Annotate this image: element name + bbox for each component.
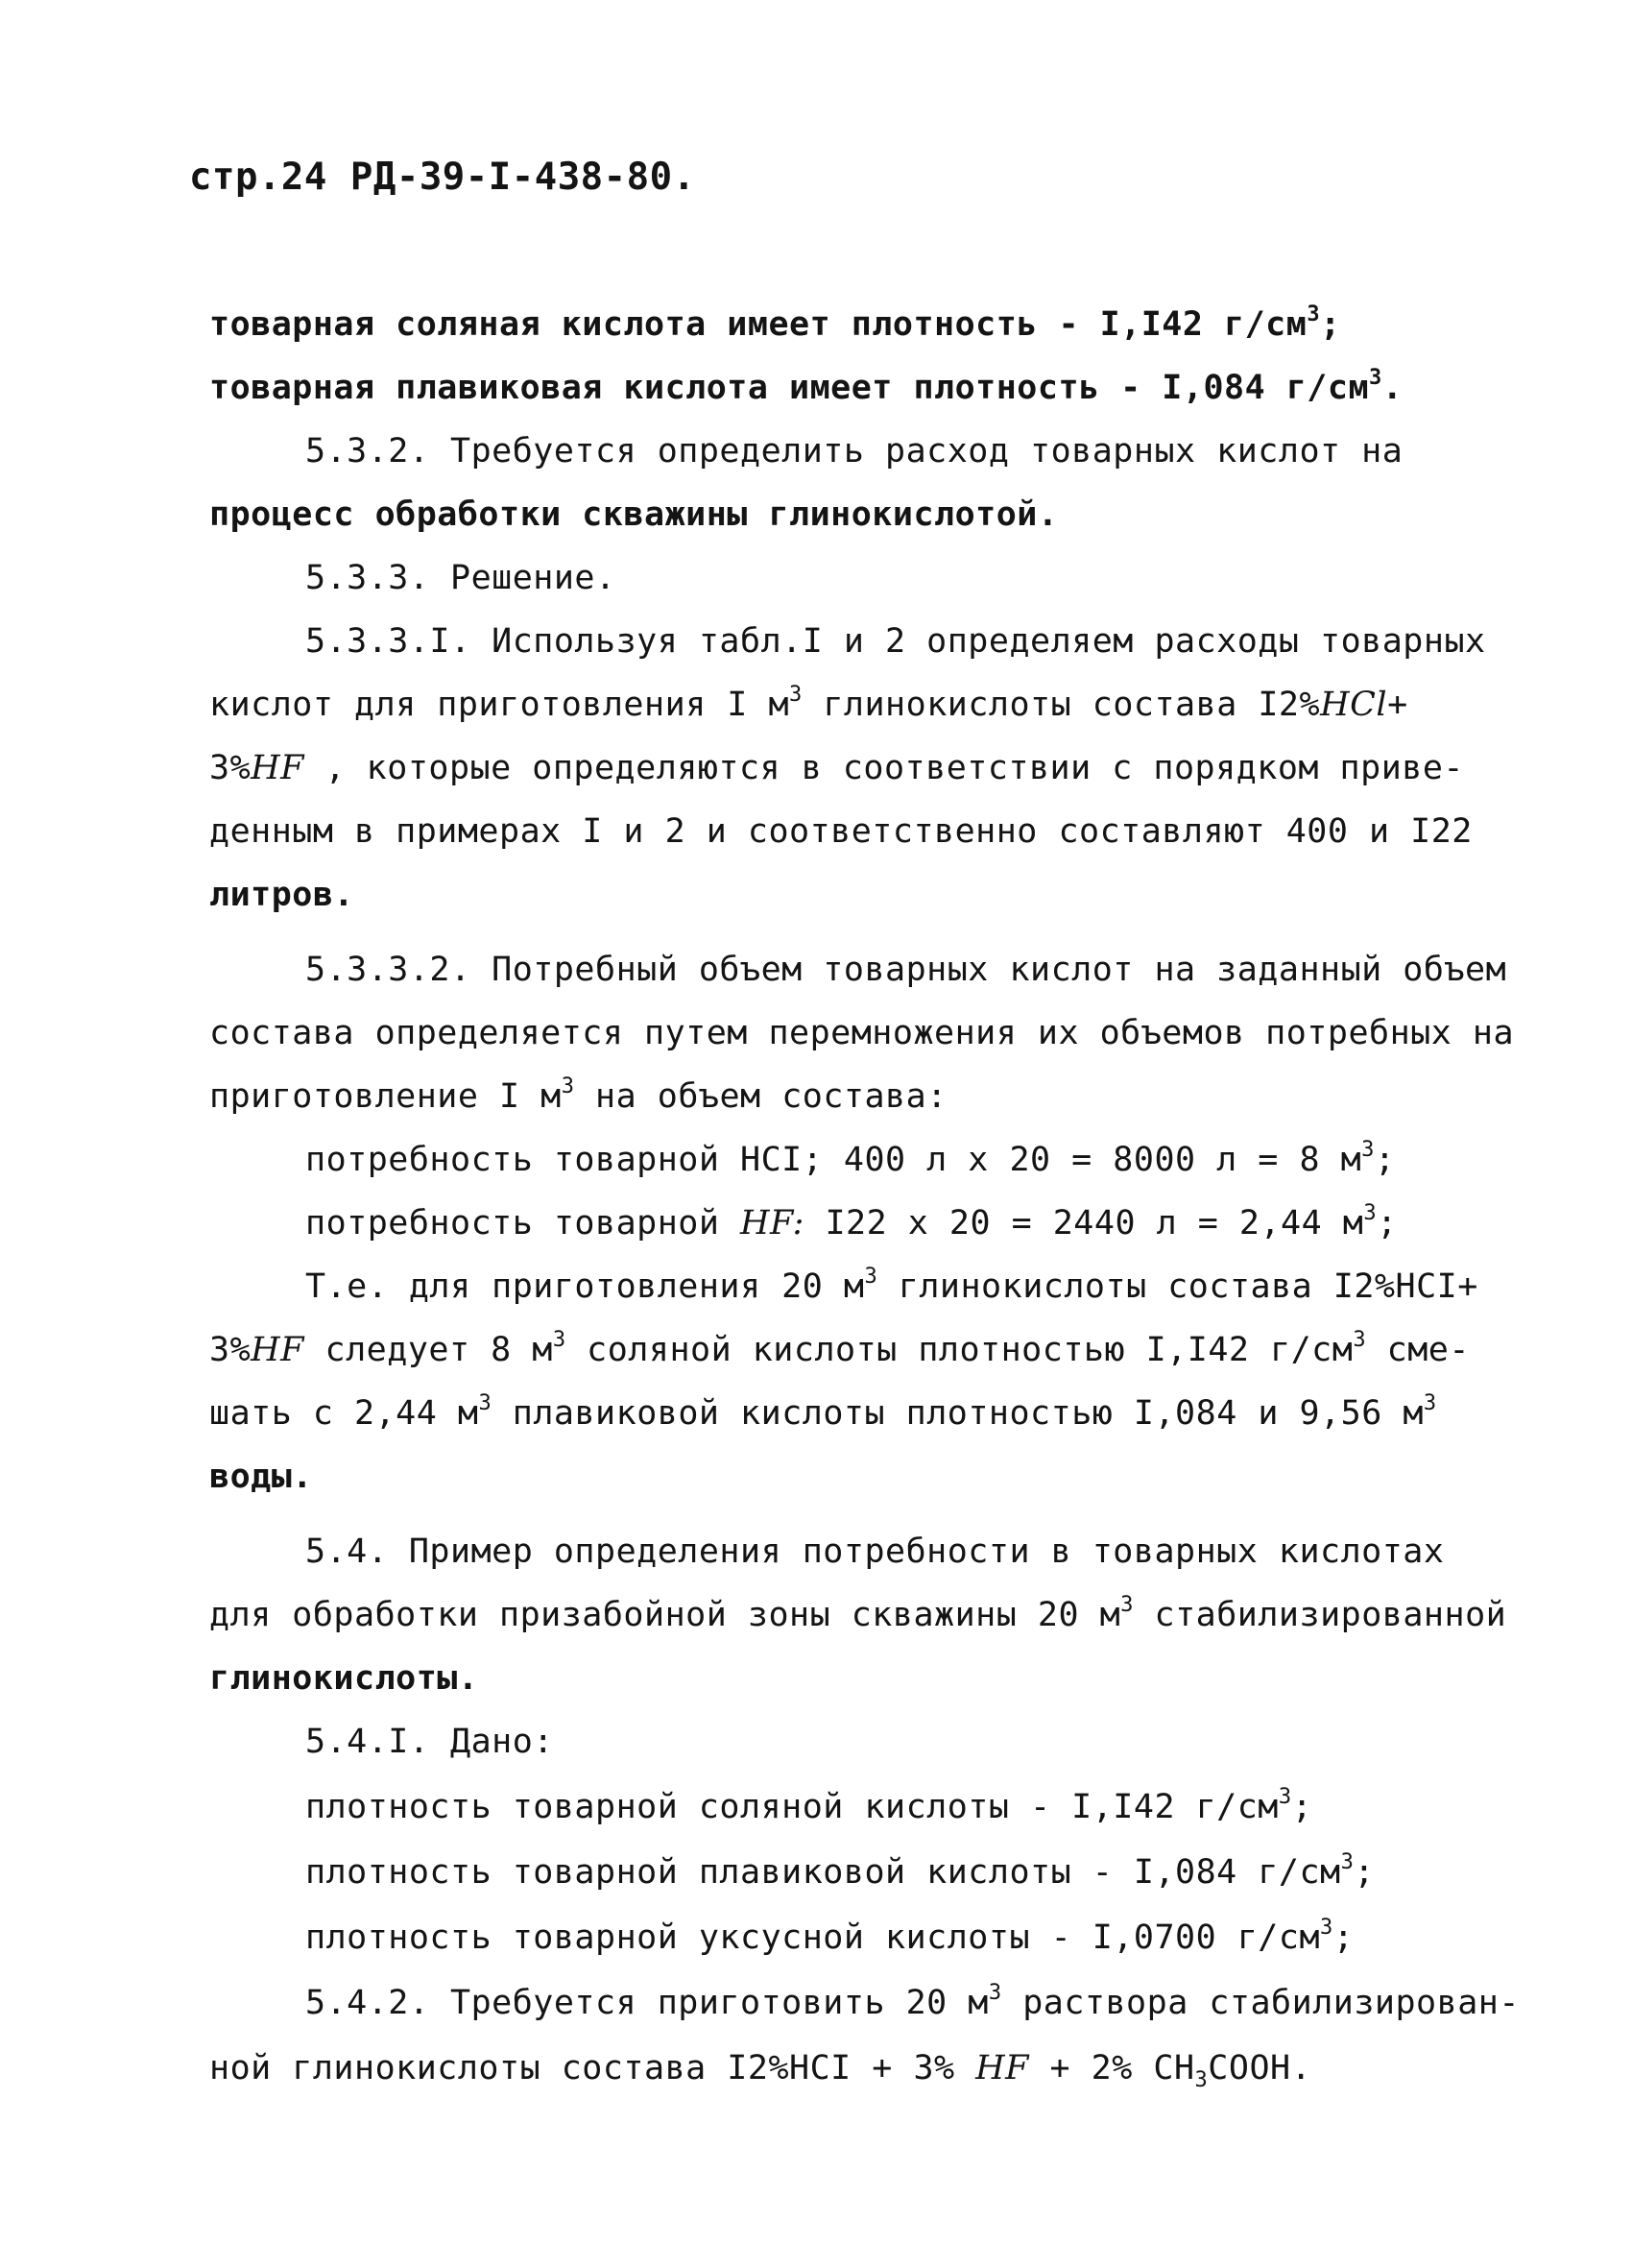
text-line: шать с 2,44 $м^3$ плавиковой кислоты плотностью I,084 и 9,56 $м^3$ — [209, 1391, 1437, 1433]
text-line: товарная соляная кислота имеет плотность - I,I42 $г/см^3$; — [209, 302, 1341, 344]
handwritten-formula: HF — [251, 749, 304, 787]
handwritten-formula: HF: — [740, 1204, 804, 1243]
section-heading: 5.4. Пример определения потребности в товарных кислотах — [305, 1532, 1445, 1571]
section-heading: 5.4.I. Дано: — [305, 1723, 554, 1761]
handwritten-formula: HF — [251, 1331, 304, 1369]
text-line: товарная плавиковая кислота имеет плотность - I,084 $г/см^3$. — [209, 366, 1404, 407]
section-heading: 5.4.2. Требуется приготовить 20 $м^3$ раствора стабилизирован- — [305, 1981, 1520, 2022]
text-line: 3%HF следует 8 $м^3$ соляной кислоты плотностью I,I42 $г/см^3$ сме- — [209, 1328, 1470, 1369]
text-line: глинокислоты. — [209, 1659, 479, 1698]
text-line: 3%HF , которые определяются в соответствии с порядком приве- — [209, 749, 1464, 787]
text-line: Т.е. для приготовления 20 $м^3$ глинокислоты состава I2%HCI+ — [305, 1265, 1478, 1306]
handwritten-formula: HCl — [1320, 686, 1388, 724]
text-line: ной глинокислоты состава I2%HCI + 3% HF + 2% $CH_3COOH$. — [209, 2049, 1312, 2092]
document-code: РД-39-I-438-80. — [349, 156, 696, 199]
page-number: стр.24 — [189, 156, 327, 199]
section-heading: 5.3.3. Решение. — [305, 559, 616, 597]
text-line: потребность товарной HCI; 400 л х 20 = 8000 л = 8 $м^3$; — [305, 1138, 1396, 1179]
text-line: плотность товарной плавиковой кислоты - I,084 $г/см^3$; — [305, 1850, 1375, 1892]
text-line: кислот для приготовления I $м^3$ глинокислоты состава I2%HCl+ — [209, 683, 1408, 724]
text-line: литров. — [209, 876, 355, 914]
text-line: 5.3.3.2. Потребный объем товарных кислот на заданный объем — [305, 951, 1507, 989]
text-line: воды. — [209, 1458, 313, 1496]
handwritten-formula: HF — [975, 2049, 1029, 2087]
text-line: приготовление I $м^3$ на объем состава: — [209, 1074, 948, 1116]
text-line: плотность товарной соляной кислоты - I,I42 $г/см^3$; — [305, 1785, 1313, 1826]
text-line: плотность товарной уксусной кислоты - I,0700 $г/см^3$; — [305, 1916, 1355, 1957]
text-line: состава определяется путем перемножения их объемов потребных на — [209, 1014, 1515, 1052]
text-line: для обработки призабойной зоны скважины 20 $м^3$ стабилизированной — [209, 1593, 1507, 1634]
text-line: потребность товарной HF: I22 х 20 = 2440 л = 2,44 $м^3$; — [305, 1201, 1398, 1243]
text-line: процесс обработки скважины глинокислотой. — [209, 495, 1059, 534]
section-heading: 5.3.2. Требуется определить расход товарных кислот на — [305, 432, 1404, 470]
text-line: 5.3.3.I. Используя табл.I и 2 определяем расходы товарных — [305, 622, 1486, 661]
text-line: денным в примерах I и 2 и соответственно составляют 400 и I22 — [209, 812, 1473, 851]
page-header — [189, 156, 696, 199]
